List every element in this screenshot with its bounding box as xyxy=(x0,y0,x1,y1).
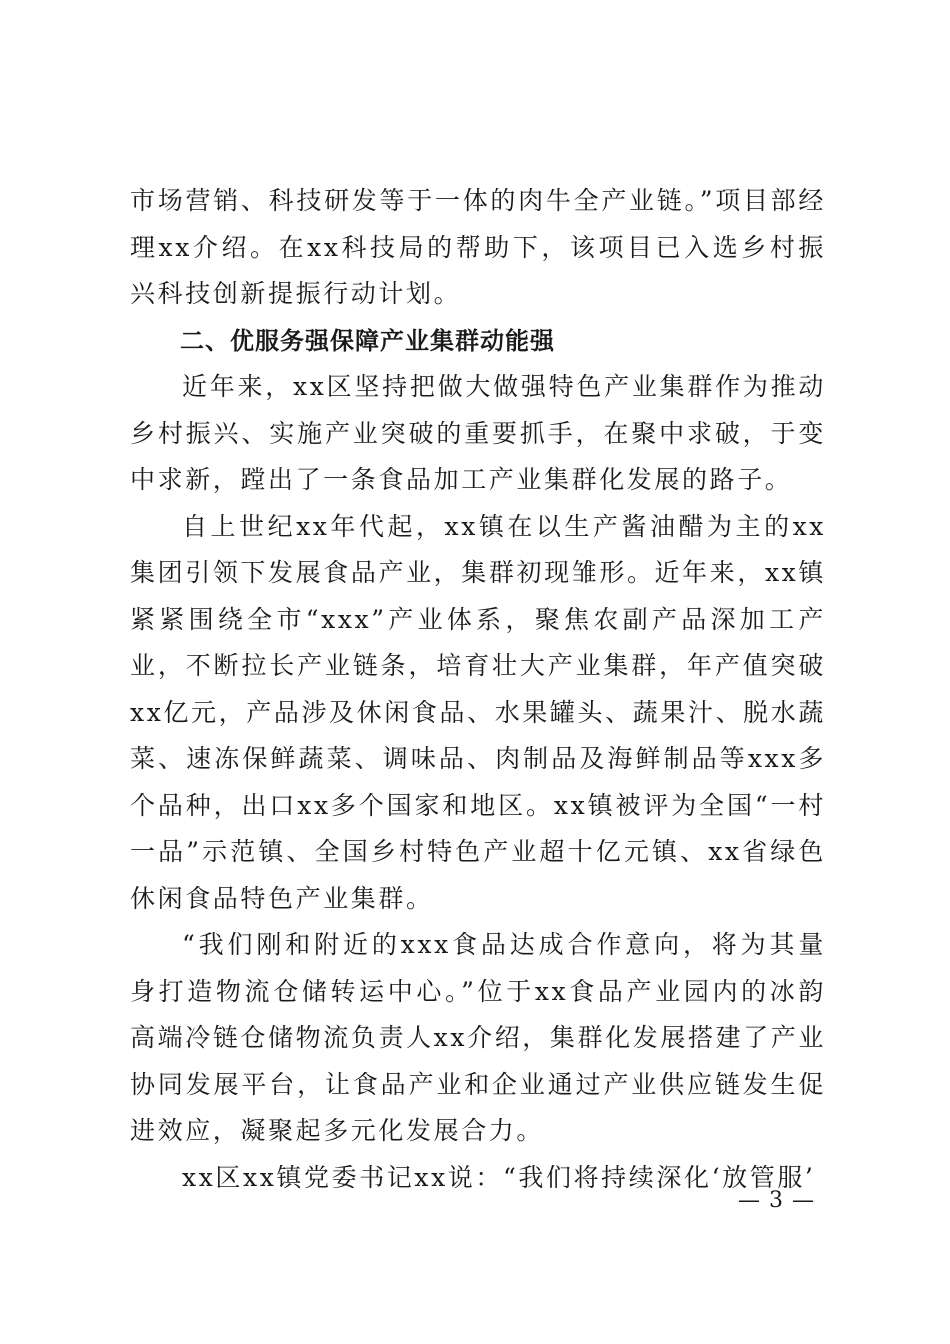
paragraph-intro: 近年来，xx区坚持把做大做强特色产业集群作为推动乡村振兴、实施产业突破的重要抓手，在聚中求破，于变中求新，蹚出了一条食品加工产业集群化发展的路子。 xyxy=(130,372,826,494)
page-number: — 3 — xyxy=(738,1188,815,1213)
paragraph-party-secretary: xx区xx镇党委书记xx说：“我们将持续深化‘放管服’ xyxy=(182,1162,816,1192)
paragraph-history: 自上世纪xx年代起，xx镇在以生产酱油醋为主的xx集团引领下发展食品产业，集群初现雏形。近年来，xx镇紧紧围绕全市“xxx”产业体系，聚焦农副产品深加工产业，不断拉长产业链条，培育壮大产业集群，年产值突破xx亿元，产品涉及休闲食品、水果罐头、蔬果汁、脱水蔬菜、速冻保鲜蔬菜、调味品、肉制品及海鲜制品等xxx多个品种，出口xx多个国家和地区。xx镇被评为全国“一村一品”示范镇、全国乡村特色产业超十亿元镇、xx省绿色休闲食品特色产业集群。 xyxy=(130,511,826,913)
paragraph-quote-logistics: “我们刚和附近的xxx食品达成合作意向，将为其量身打造物流仓储转运中心。”位于xx食品产业园内的冰韵高端冷链仓储物流负责人xx介绍，集群化发展搭建了产业协同发展平台，让食品产业和企业通过产业供应链发生促进效应，凝聚起多元化发展合力。 xyxy=(130,930,826,1145)
section-heading: 二、优服务强保障产业集群动能强 xyxy=(180,326,555,355)
document-body xyxy=(130,178,826,1201)
paragraph-continuation: 市场营销、科技研发等于一体的肉牛全产业链。”项目部经理xx介绍。在xx科技局的帮助下，该项目已入选乡村振兴科技创新提振行动计划。 xyxy=(130,186,826,308)
